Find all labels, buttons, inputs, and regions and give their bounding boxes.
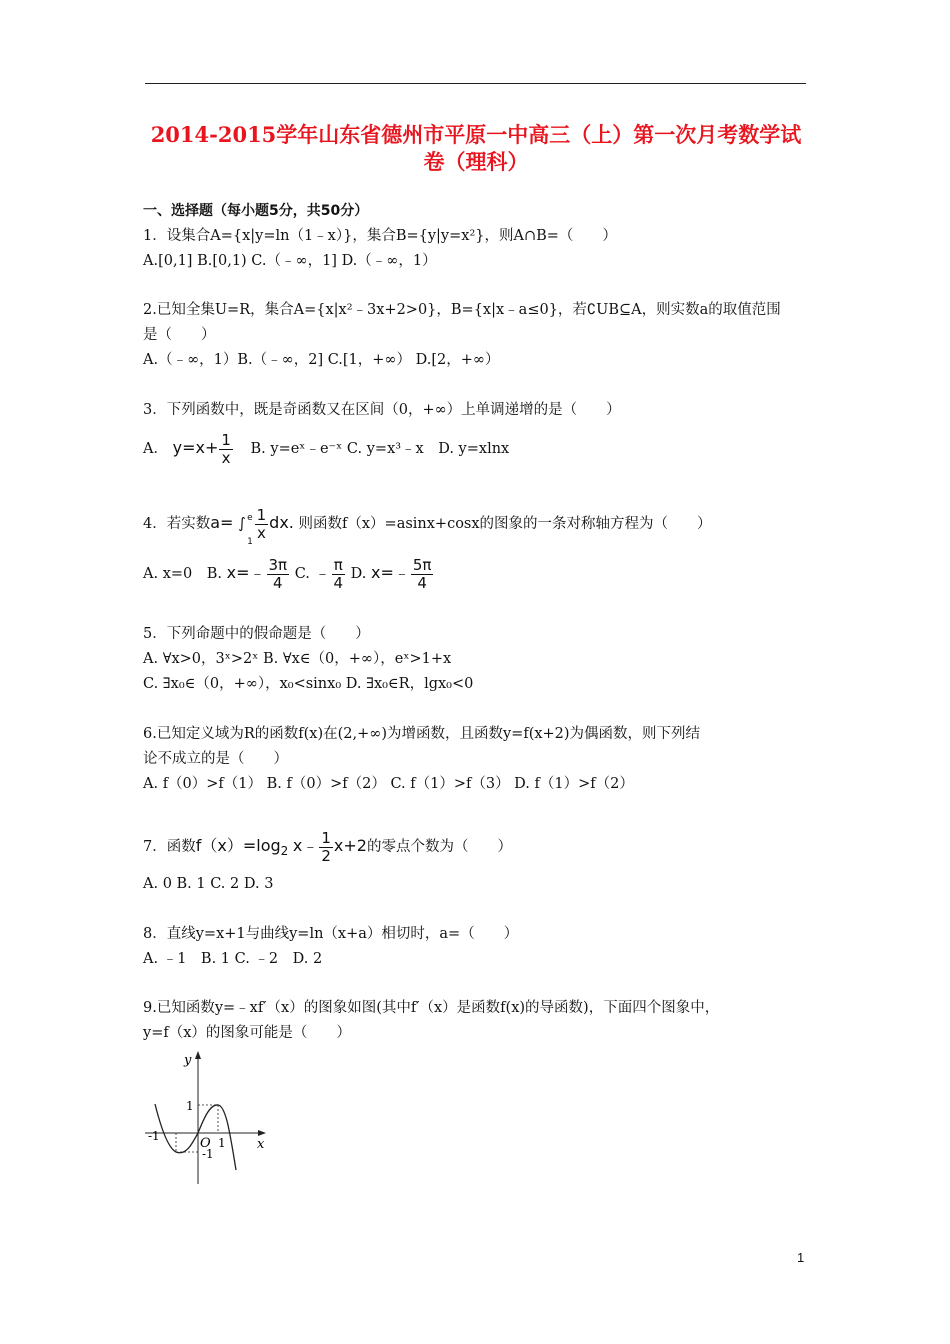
y-axis-label: y — [184, 1053, 192, 1068]
q1-stem: 1．设集合A={x|y=ln（1﹣x）}，集合B={y|y=x²}，则A∩B=（ ） — [143, 228, 617, 244]
q7-suffix: 的零点个数为（ ） — [366, 839, 512, 855]
fraction-numerator: 1 — [256, 505, 267, 524]
q4-options — [143, 555, 434, 592]
q4-stem — [143, 505, 712, 547]
q3-option-a-fraction — [219, 432, 233, 467]
q2-options: A.（﹣∞，1）B.（﹣∞，2] C.[1，+∞） D.[2，+∞） — [143, 352, 500, 368]
q2-stem-1: 2.已知全集U=R，集合A={x|x²﹣3x+2>0}，B={x|x﹣a≤0}，若∁UB⊆A，则实数a的取值范围 — [143, 302, 781, 318]
q3-options — [143, 430, 509, 467]
q7-fraction — [319, 830, 333, 865]
q7-prefix: 7．函数 — [143, 839, 196, 855]
header-rule — [145, 83, 806, 84]
title-line-2: 卷（理科） — [423, 149, 529, 174]
fraction-denominator: x — [256, 523, 266, 542]
fraction-denominator: x — [221, 448, 231, 467]
q3-option-a-label: A． — [143, 441, 168, 457]
q5-stem: 5．下列命题中的假命题是（ ） — [143, 626, 370, 642]
q7-log-base: 2 — [280, 843, 289, 858]
q6-options: A. f（0）>f（1） B. f（0）>f（2） C. f（1）>f（3） D. f（1）>f（2） — [143, 776, 634, 792]
q9-stem-1: 9.已知函数y=﹣xf′（x）的图象如图(其中f′（x）是函数f(x)的导函数)，下面四个图象中， — [143, 1000, 720, 1016]
fraction-numerator: 3π — [268, 555, 288, 574]
q8-options: A. ﹣1 B. 1 C. ﹣2 D. 2 — [143, 951, 323, 967]
title-line-1: 2014-2015学年山东省德州市平原一中高三（上）第一次月考数学试 — [150, 122, 802, 147]
y-axis-arrow-icon — [195, 1051, 201, 1059]
q5-options-ab: A. ∀x>0，3ˣ>2ˣ B. ∀x∈（0，+∞），eˣ>1+x — [143, 651, 452, 667]
q4-prefix: 4．若实数 — [143, 516, 211, 532]
q7-options: A. 0 B. 1 C. 2 D. 3 — [143, 876, 274, 892]
q7-expr-1: f（x）=log — [195, 836, 281, 855]
document-title — [140, 121, 812, 175]
origin-label: O — [200, 1136, 211, 1151]
tick-label-xm1: -1 — [148, 1129, 160, 1143]
q4-option-d-expr: x=﹣ — [371, 563, 410, 582]
fraction-numerator: 1 — [321, 828, 331, 847]
q4-option-c-label: C. — [294, 566, 310, 582]
q6-stem-1: 6.已知定义域为R的函数f(x)在(2,+∞)为增函数，且函数y=f(x+2)为偶函数，则下列结 — [143, 726, 701, 742]
q3-options-rest: B. y=eˣ﹣e⁻ˣ C. y=x³﹣x D. y=xlnx — [250, 441, 510, 457]
integral-lower-limit: 1 — [247, 537, 253, 547]
q7-expr-3: x+2 — [333, 836, 367, 855]
page-number: 1 — [797, 1250, 805, 1265]
integral-sign-icon: ∫ e 1 — [238, 506, 246, 542]
fraction-numerator: 5π — [412, 555, 432, 574]
tick-label-x1: 1 — [218, 1136, 226, 1150]
q4-option-c-fraction — [332, 557, 346, 592]
q4-integrand-fraction — [255, 507, 269, 542]
fraction-numerator: 1 — [221, 430, 231, 449]
fraction-denominator: 4 — [273, 573, 283, 592]
q7-expr-2: x﹣ — [292, 836, 319, 855]
q4-option-a: A. x=0 B. — [143, 566, 223, 582]
function-graph — [140, 1048, 275, 1188]
tick-label-y1: 1 — [186, 1099, 194, 1113]
q4-option-b-expr: x=﹣ — [226, 563, 266, 582]
q8-stem: 8．直线y=x+1与曲线y=ln（x+a）相切时，a=（ ） — [143, 926, 519, 942]
q9-stem-2: y=f（x）的图象可能是（ ） — [143, 1025, 351, 1041]
q4-dx: dx. — [269, 513, 294, 532]
q4-option-d-fraction — [411, 557, 434, 592]
x-axis-label: x — [257, 1137, 265, 1152]
integral-upper-limit: e — [247, 513, 253, 523]
fraction-denominator: 4 — [417, 573, 427, 592]
q3-option-a-expr: y=x+ — [172, 438, 219, 457]
q4-expr-a: a= — [210, 513, 234, 532]
fraction-numerator: π — [333, 555, 343, 574]
section-heading: 一、选择题（每小题5分，共50分） — [143, 203, 369, 219]
q3-stem: 3．下列函数中，既是奇函数又在区间（0，+∞）上单调递增的是（ ） — [143, 402, 621, 418]
q7-stem — [143, 828, 512, 869]
x-axis-arrow-icon — [258, 1130, 266, 1136]
q5-options-cd: C. ∃x₀∈（0，+∞），x₀<sinx₀ D. ∃x₀∈R，lgx₀<0 — [143, 676, 474, 692]
q4-option-d-label: D. — [350, 566, 367, 582]
q4-suffix: 则函数f（x）=asinx+cosx的图象的一条对称轴方程为（ ） — [298, 516, 712, 532]
fraction-denominator: 4 — [333, 573, 344, 592]
fraction-denominator: 2 — [321, 846, 331, 865]
q4-option-c-expr: ﹣ — [314, 563, 331, 582]
q6-stem-2: 论不成立的是（ ） — [143, 751, 288, 767]
q4-option-b-fraction — [267, 557, 290, 592]
q2-stem-2: 是（ ） — [143, 327, 216, 343]
tick-label-ym1: -1 — [202, 1147, 214, 1161]
q1-options: A.[0,1] B.[0,1) C.（﹣∞，1] D.（﹣∞，1） — [143, 253, 437, 269]
